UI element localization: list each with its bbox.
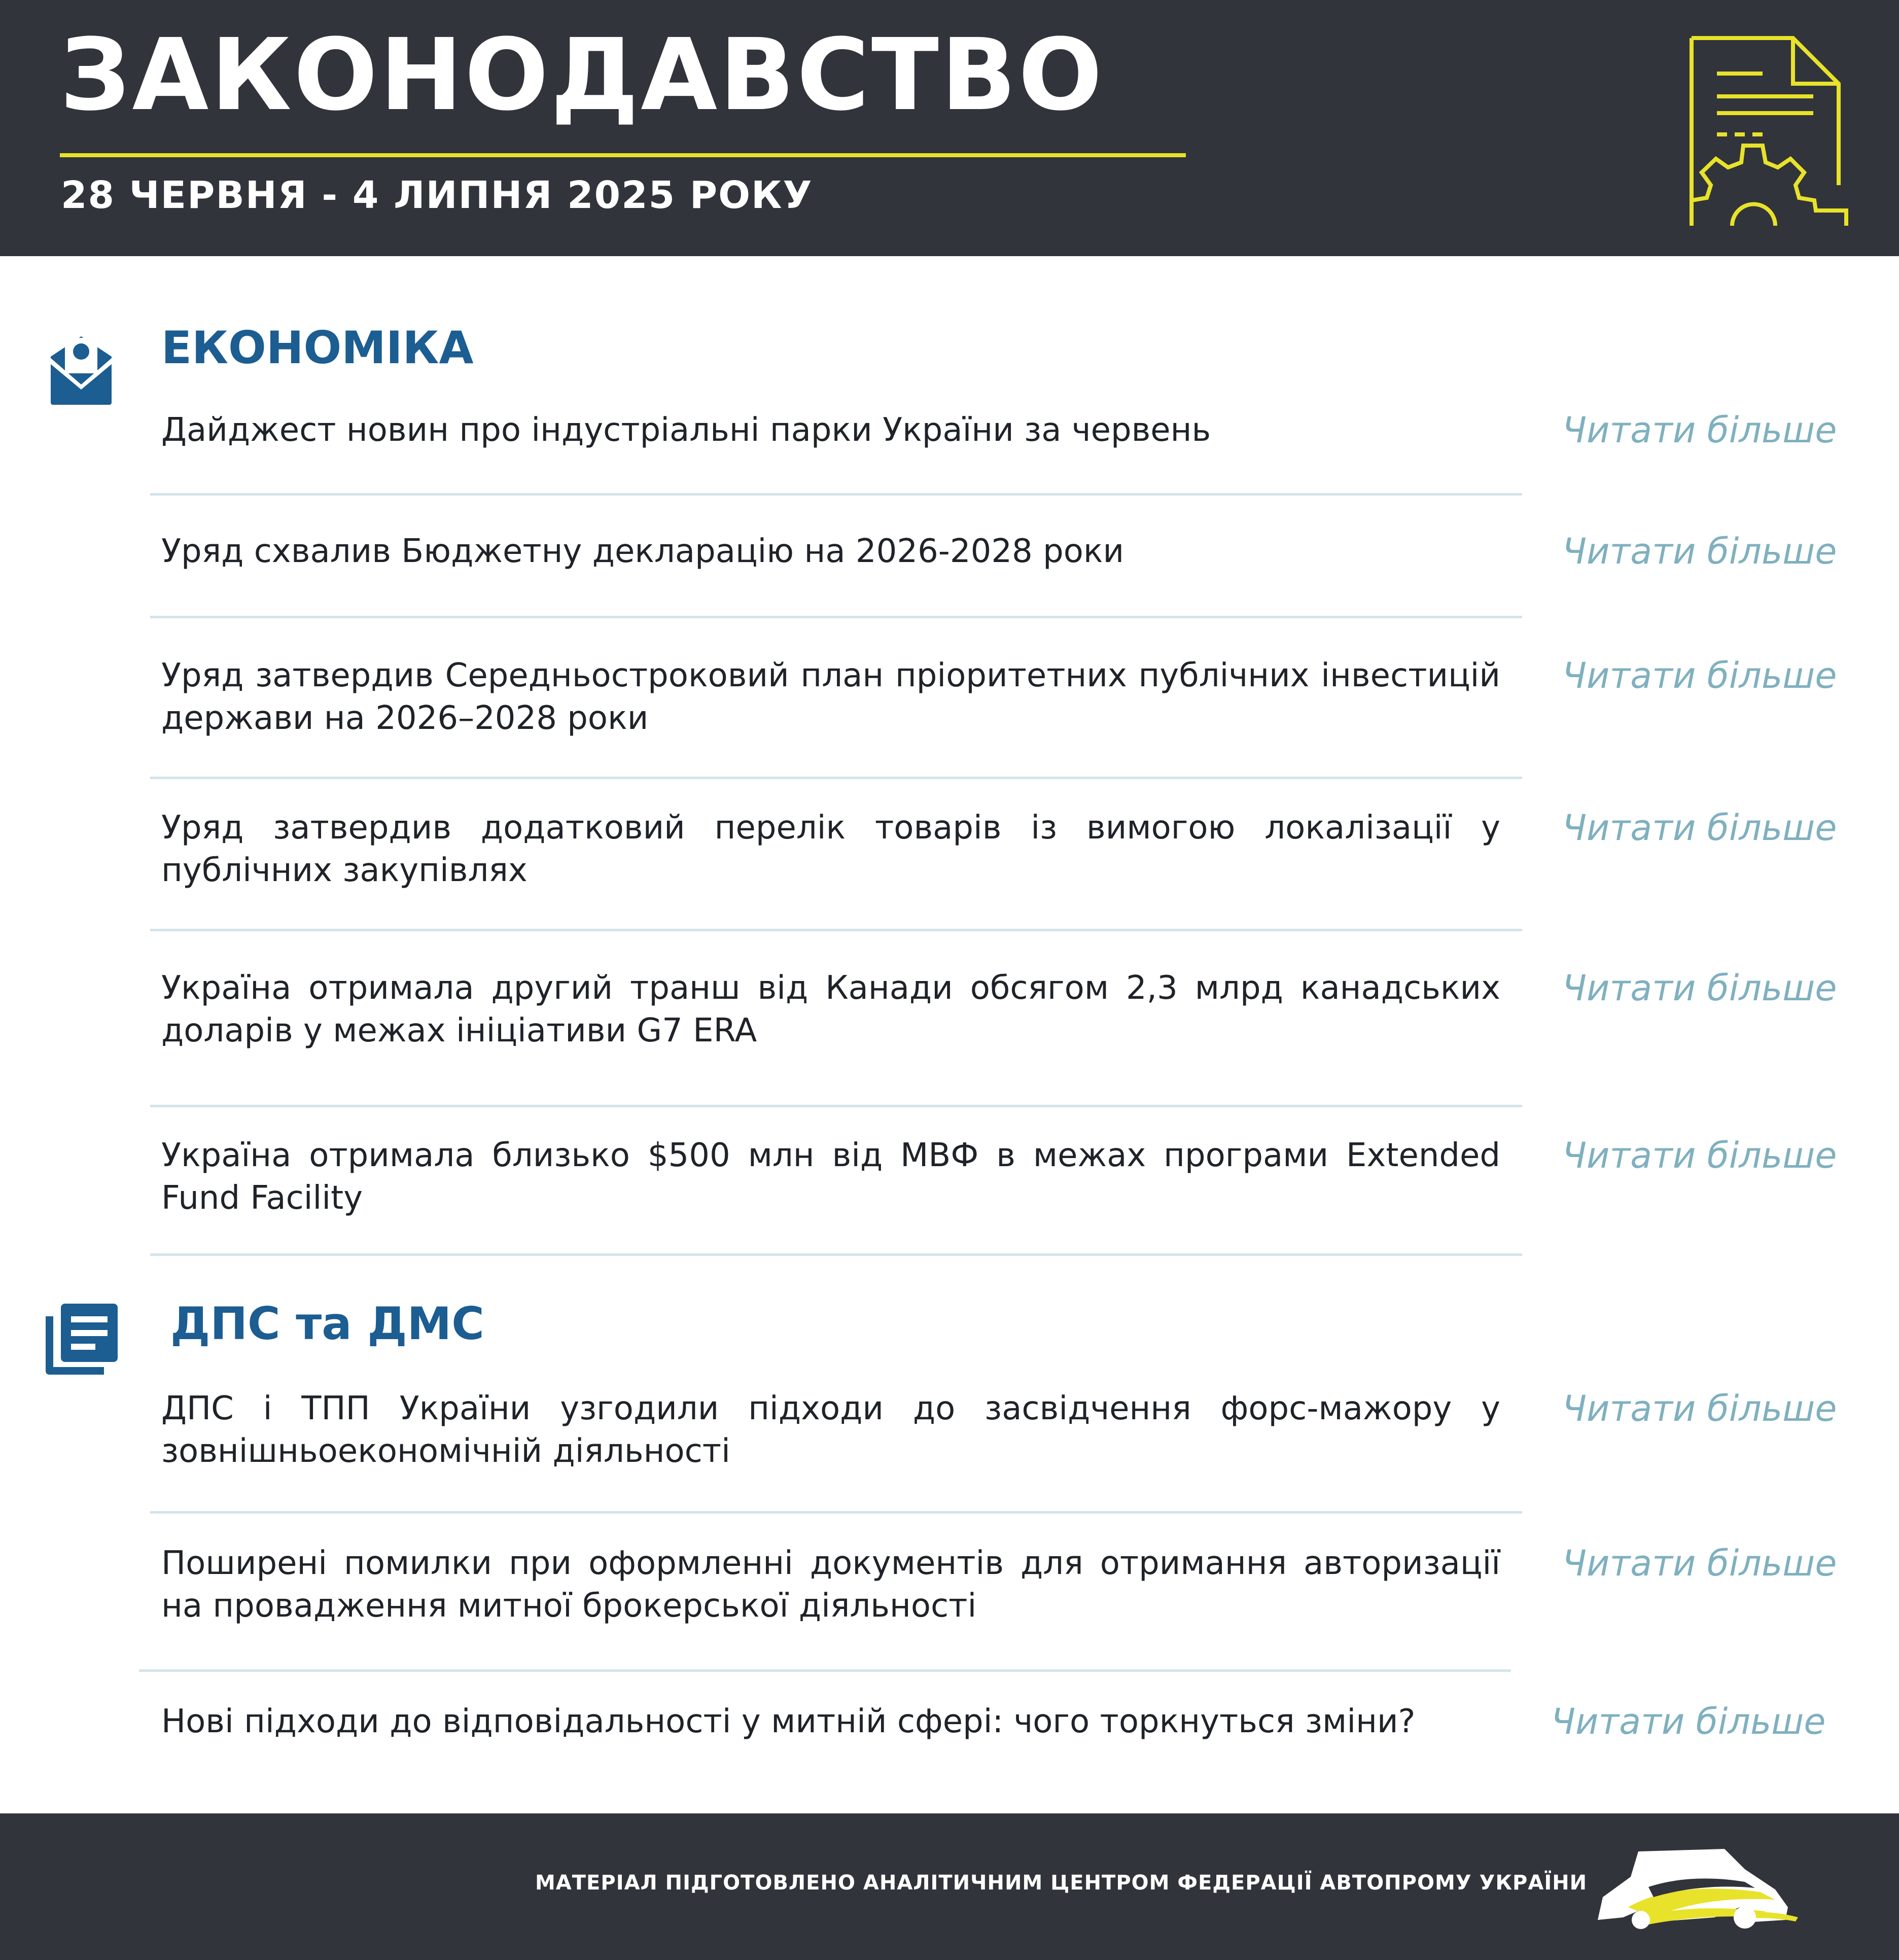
document-gear-icon [1686,33,1849,231]
divider [150,616,1522,618]
footer-credit: МАТЕРІАЛ ПІДГОТОВЛЕНО АНАЛІТИЧНИМ ЦЕНТРОМ ФЕДЕРАЦІЇ АВТОПРОМУ УКРАЇНИ [535,1871,1588,1895]
divider [150,929,1522,931]
divider [150,493,1522,496]
divider [150,1511,1522,1514]
read-more-link[interactable]: Читати більше [1562,655,1837,696]
news-item-text: Дайджест новин про індустріальні парки України за червень [161,411,1211,449]
car-logo-icon [1593,1841,1806,1933]
news-item-text: ДПС і ТПП України узгодили підходи до засвідчення форс-мажору у зовнішньоекономічній діяльності [161,1390,1500,1470]
news-item-text: Уряд затвердив додатковий перелік товарів із вимогою локалізації у публічних закупівлях [161,809,1500,889]
news-item-text: Уряд схвалив Бюджетну декларацію на 2026-2028 роки [161,533,1124,570]
read-more-link[interactable]: Читати більше [1551,1701,1826,1742]
section-title-economy: ЕКОНОМІКА [161,322,474,374]
divider [150,1105,1522,1107]
section-title-tax-customs: ДПС та ДМС [170,1298,484,1350]
read-more-link[interactable]: Читати більше [1562,1388,1837,1429]
read-more-link[interactable]: Читати більше [1562,967,1837,1009]
read-more-link[interactable]: Читати більше [1562,409,1837,451]
divider [139,1669,1511,1672]
divider [150,777,1522,779]
page-title: ЗАКОНОДАВСТВО [60,17,1105,132]
divider [150,1253,1522,1256]
date-range: 28 ЧЕРВНЯ - 4 ЛИПНЯ 2025 РОКУ [61,173,813,217]
news-item-text: Україна отримала близько $500 млн від МВФ в межах програми Extended Fund Facility [161,1137,1500,1217]
read-more-link[interactable]: Читати більше [1562,1543,1837,1584]
read-more-link[interactable]: Читати більше [1562,1135,1837,1176]
news-item-text: Уряд затвердив Середньостроковий план пріоритетних публічних інвестицій держави на 2026–2028 роки [161,657,1500,737]
title-underline [60,153,1186,157]
news-item-text: Нові підходи до відповідальності у митній сфері: чого торкнуться зміни? [161,1703,1416,1740]
read-more-link[interactable]: Читати більше [1562,807,1837,849]
money-envelope-icon [41,329,122,410]
read-more-link[interactable]: Читати більше [1562,531,1837,572]
news-item-text: Поширені помилки при оформленні документів для отримання авторизації на провадження митної брокерської діяльності [161,1545,1500,1625]
news-item-text: Україна отримала другий транш від Канади обсягом 2,3 млрд канадських доларів у межах ініціативи G7 ERA [161,969,1500,1049]
documents-stack-icon [41,1299,122,1380]
